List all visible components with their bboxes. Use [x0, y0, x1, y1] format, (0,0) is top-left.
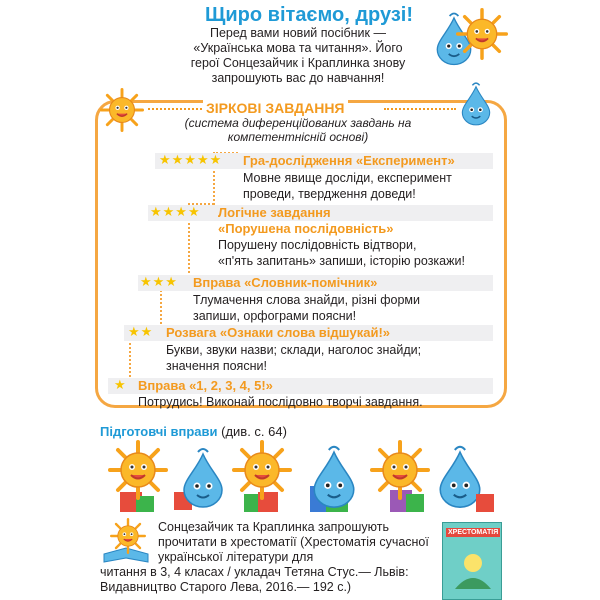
- prep-label: Підготовчі вправи: [100, 424, 218, 439]
- level-5-text-1: Мовне явище досліди, експеримент: [243, 171, 452, 185]
- star-tasks-subtitle: (система диференційованих завдань на компетентнісній основі): [184, 116, 412, 144]
- prep-page-ref: (див. с. 64): [221, 424, 287, 439]
- star-rating-3: ★★★: [140, 274, 178, 289]
- level-1-text-1: Потрудись! Виконай послідовно творчі завдання.: [138, 395, 423, 409]
- prep-exercises: [100, 424, 287, 439]
- level-4-heading: Логічне завдання: [218, 205, 331, 220]
- sun-mascot-icon: [100, 88, 144, 132]
- drop-mascot-icon: [458, 82, 494, 126]
- star-rating-4: ★★★★: [150, 204, 201, 219]
- level-5-heading: Гра-дослідження «Експеримент»: [243, 153, 455, 168]
- star-rating-5: ★★★★★: [159, 152, 223, 167]
- title-divider-right: [384, 108, 456, 110]
- star-tasks-title: ЗІРКОВІ ЗАВДАННЯ: [203, 100, 348, 116]
- level-4-heading-2: «Порушена послідовність»: [218, 221, 394, 236]
- title-divider-left: [148, 108, 202, 110]
- mascots-header-illustration: [430, 4, 508, 74]
- bottom-text-1: Сонцезайчик та Краплинка запрошують прочитати в хрестоматії (Хрестоматія сучасної української літератури для: [158, 520, 429, 564]
- star-rating-2: ★★: [128, 324, 154, 339]
- reading-sun-icon: [100, 518, 154, 566]
- mascots-illustration-strip: [100, 440, 500, 515]
- book-cover-illustration: [451, 549, 495, 593]
- book-cover-image: [442, 522, 502, 600]
- level-5-text-2: проведи, твердження доведи!: [243, 187, 416, 201]
- level-4-text-2: «п'ять запитань» запиши, історію розкажи!: [218, 254, 465, 268]
- level-4-text-1: Порушену послідовність відтвори,: [218, 238, 417, 252]
- intro-text: Перед вами новий посібник — «Українська мова та читання». Його герої Сонцезайчик і Краплинка знову запрошують вас до навчання!: [190, 26, 406, 85]
- star-rating-1: ★: [114, 377, 127, 392]
- page-title: Щиро вітаємо, друзі!: [205, 4, 414, 26]
- level-3-text-1: Тлумачення слова знайди, різні форми: [193, 293, 420, 307]
- level-1-heading: Вправа «1, 2, 3, 4, 5!»: [138, 378, 273, 393]
- level-3-heading: Вправа «Словник-помічник»: [193, 275, 378, 290]
- bottom-text-2: читання в 3, 4 класах / укладач Тетяна Стус.— Львів: Видавництво Старого Лева, 2016.— 192 с.): [100, 565, 409, 594]
- level-2-heading: Розвага «Ознаки слова відшукай!»: [166, 325, 391, 340]
- book-cover-title: ХРЕСТОМАТІЯ: [448, 529, 499, 536]
- level-2-text-1: Букви, звуки назви; склади, наголос знайди;: [166, 343, 422, 357]
- level-3-text-2: запиши, орфограми поясни!: [193, 309, 357, 323]
- level-2-text-2: значення поясни!: [166, 359, 267, 373]
